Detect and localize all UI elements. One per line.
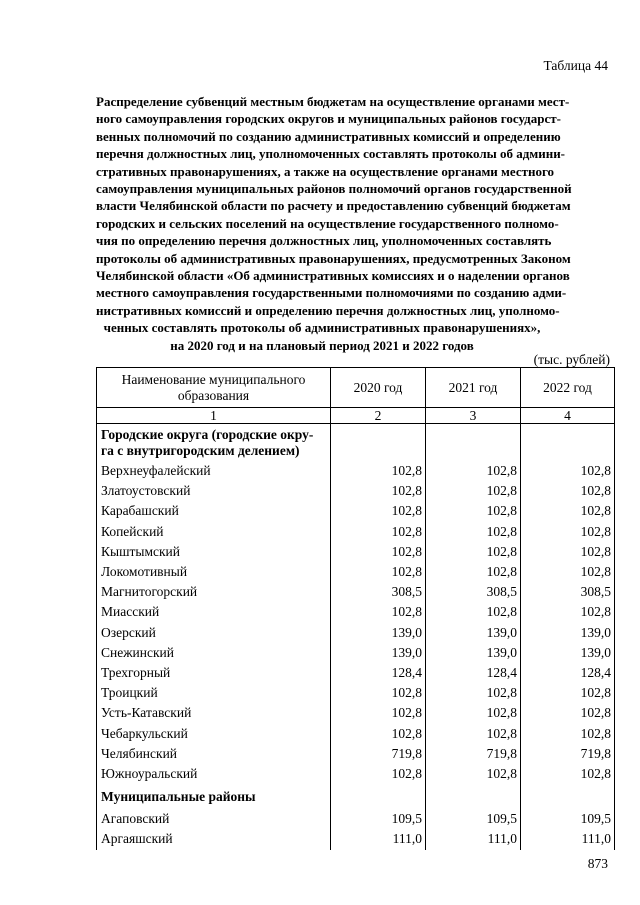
column-number: 3 [426,408,521,424]
value-2020: 102,8 [331,562,426,582]
value-2020: 128,4 [331,663,426,683]
value-2022: 102,8 [521,542,615,562]
title-line: Распределение субвенций местным бюджетам на осуществление органами мест- [96,94,570,109]
value-2022: 102,8 [521,522,615,542]
value-2022: 102,8 [521,461,615,481]
value-2021: 102,8 [426,461,521,481]
table-row [97,723,615,743]
value-2021: 102,8 [426,764,521,784]
value-2020: 109,5 [331,809,426,829]
value-2021: 139,0 [426,623,521,643]
value-2021: 128,4 [426,663,521,683]
title-line: протоколы об административных правонарушениях, предусмотренных Законом [96,250,571,266]
title-line: местного самоуправления государственными полномочиями по созданию адми- [96,285,567,301]
municipality-name: Троицкий [97,683,331,703]
value-2021: 308,5 [426,582,521,602]
value-2022: 102,8 [521,602,615,622]
value-2021: 102,8 [426,481,521,501]
units-label: (тыс. рублей) [533,352,610,367]
municipality-name: Аргаяшский [97,829,331,849]
title-line: власти Челябинской области по расчету и предоставлению субвенций бюджетам [96,198,571,214]
column-number: 4 [521,408,615,424]
title-line: ного самоуправления городских округов и муниципальных районов государст- [96,111,561,127]
value-2020: 102,8 [331,602,426,622]
municipality-name: Карабашский [97,501,331,521]
table-row [97,623,615,643]
group-title-municipal-districts: Муниципальные районы [97,784,331,809]
group-header-row [97,784,615,809]
value-2020: 102,8 [331,481,426,501]
value-2022: 719,8 [521,744,615,764]
value-2021: 102,8 [426,522,521,542]
table-row [97,562,615,582]
value-2020: 139,0 [331,623,426,643]
value-2021: 102,8 [426,602,521,622]
column-number-row [97,408,615,424]
header-2022: 2022 год [521,368,615,408]
title-line: перечня должностных лиц, уполномоченных составлять протоколы об админи- [96,146,566,162]
value-2022: 308,5 [521,582,615,602]
title-line: чия по определению перечня должностных лиц, уполномоченных составлять [96,233,552,249]
value-2022: 102,8 [521,481,615,501]
group-header-row [97,424,615,462]
municipality-name: Снежинский [97,643,331,663]
table-row [97,602,615,622]
value-2021: 719,8 [426,744,521,764]
value-2022: 102,8 [521,723,615,743]
subvention-table [96,367,615,850]
title-line: нистративных комиссий и определению перечня должностных лиц, уполномо- [96,302,560,318]
value-2020: 102,8 [331,703,426,723]
table-row [97,542,615,562]
value-2021: 102,8 [426,542,521,562]
title-line: стративных правонарушениях, а также на осуществление органами местного [96,163,555,179]
table-row [97,501,615,521]
value-2020: 719,8 [331,744,426,764]
header-municipality: Наименование муниципального образования [97,368,331,408]
group-title-city-districts [97,424,331,462]
value-2020: 102,8 [331,764,426,784]
value-2022: 139,0 [521,623,615,643]
municipality-name: Чебаркульский [97,723,331,743]
table-row [97,643,615,663]
value-2021: 109,5 [426,809,521,829]
table-row [97,809,615,829]
municipality-name: Трехгорный [97,663,331,683]
value-2020: 139,0 [331,643,426,663]
table-row [97,481,615,501]
value-2020: 102,8 [331,522,426,542]
title-line: на 2020 год и на плановый период 2021 и 2022 годов [170,337,474,353]
municipality-name: Агаповский [97,809,331,829]
title-line: ченных составлять протоколы об административных правонарушениях», [103,320,541,336]
table-row [97,744,615,764]
value-2020: 102,8 [331,723,426,743]
table-row [97,683,615,703]
value-2022: 102,8 [521,501,615,521]
table-row [97,522,615,542]
value-2022: 102,8 [521,703,615,723]
column-number: 1 [97,408,331,424]
value-2021: 102,8 [426,683,521,703]
municipality-name: Копейский [97,522,331,542]
table-label: Таблица 44 [543,58,608,73]
value-2021: 102,8 [426,723,521,743]
value-2021: 139,0 [426,643,521,663]
table-body [97,424,615,850]
table-row [97,764,615,784]
table-row [97,582,615,602]
value-2020: 102,8 [331,683,426,703]
value-2021: 111,0 [426,829,521,849]
municipality-name: Магнитогорский [97,582,331,602]
title-line: городских и сельских поселений на осуществление государственного полномо- [96,215,559,231]
value-2020: 308,5 [331,582,426,602]
table-row [97,461,615,481]
group-title-line: га с внутригородским делением) [101,443,300,458]
value-2020: 102,8 [331,542,426,562]
municipality-name: Златоустовский [97,481,331,501]
value-2022: 111,0 [521,829,615,849]
document-title [96,93,572,354]
municipality-name: Верхнеуфалейский [97,461,331,481]
title-line: самоуправления муниципальных районов полномочий органов государственной [96,181,572,197]
title-line: венных полномочий по созданию административных комиссий и определению [96,128,561,144]
municipality-name: Озерский [97,623,331,643]
group-title-line: Городские округа (городские окру- [101,427,314,442]
table-row [97,663,615,683]
value-2020: 102,8 [331,501,426,521]
header-2020: 2020 год [331,368,426,408]
value-2020: 102,8 [331,461,426,481]
value-2022: 109,5 [521,809,615,829]
title-line: Челябинской области «Об административных комиссиях и о наделении органов [96,268,570,284]
municipality-name: Усть-Катавский [97,703,331,723]
header-2021: 2021 год [426,368,521,408]
municipality-name: Южноуральский [97,764,331,784]
table-header-row [97,368,615,408]
column-number: 2 [331,408,426,424]
value-2022: 128,4 [521,663,615,683]
value-2022: 102,8 [521,683,615,703]
table-row [97,703,615,723]
municipality-name: Челябинский [97,744,331,764]
value-2021: 102,8 [426,703,521,723]
value-2022: 102,8 [521,764,615,784]
value-2020: 111,0 [331,829,426,849]
municipality-name: Миасский [97,602,331,622]
value-2021: 102,8 [426,501,521,521]
municipality-name: Локомотивный [97,562,331,582]
value-2022: 139,0 [521,643,615,663]
municipality-name: Кыштымский [97,542,331,562]
table-row [97,829,615,849]
value-2022: 102,8 [521,562,615,582]
page-number: 873 [587,856,608,871]
value-2021: 102,8 [426,562,521,582]
